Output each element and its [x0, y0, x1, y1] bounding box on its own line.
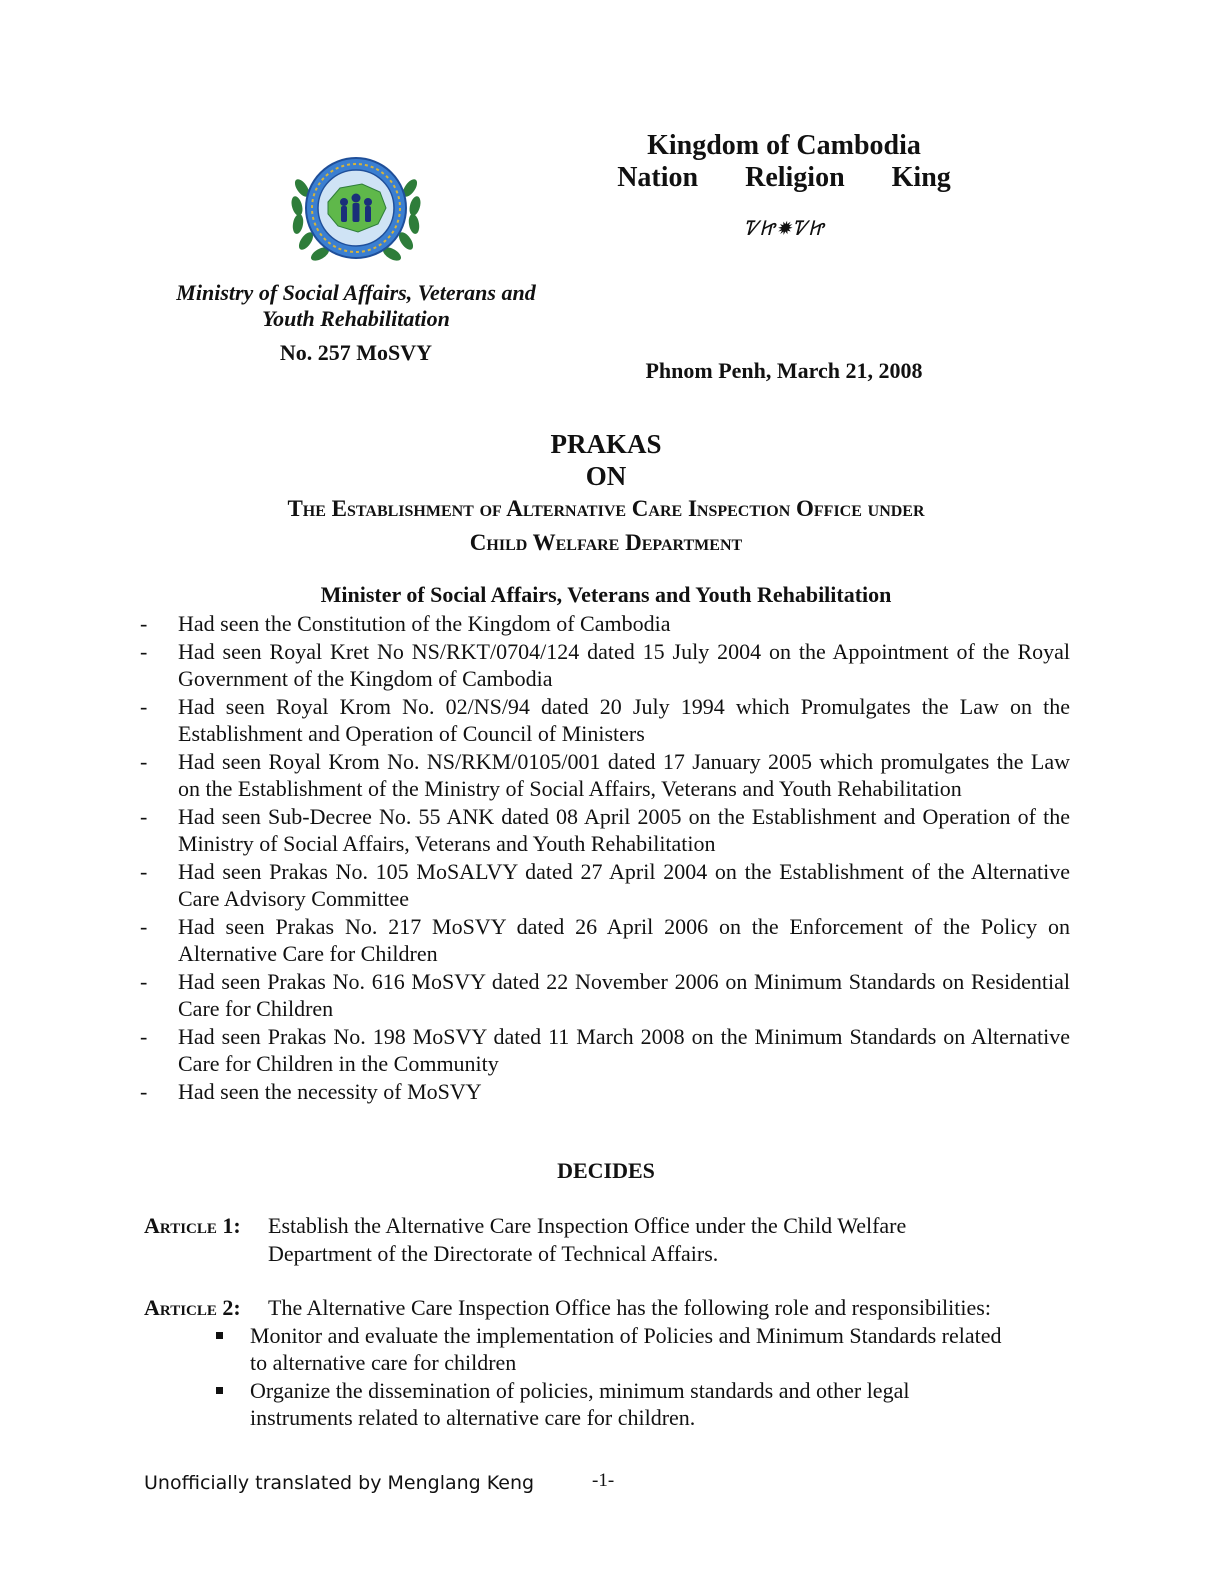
country-heading: Kingdom of Cambodia [647, 130, 921, 161]
article-1-label: Article 1: [144, 1213, 241, 1238]
list-item: - Had seen Royal Krom No. NS/RKM/0105/001 dated 17 January 2005 which promulgates the Law on the Establishment of the Ministry of Social Affairs, Veterans and Youth Rehabilitation [140, 748, 1070, 801]
dash-marker: - [140, 693, 148, 719]
article-2-bullets [216, 1322, 1084, 1432]
list-item: - Had seen the Constitution of the Kingdom of Cambodia [140, 611, 671, 636]
decorative-ornament: ᏤᏥ✹ᏤᏥ [743, 218, 825, 240]
list-item: - Had seen Sub-Decree No. 55 ANK dated 08 April 2005 on the Establishment and Operation of the Ministry of Social Affairs, Veterans and Youth Rehabilitation [140, 803, 1070, 856]
document-number: No. 257 MoSVY [279, 340, 433, 365]
list-item: Monitor and evaluate the implementation of Policies and Minimum Standards related to alternative care for children [216, 1322, 1084, 1377]
minister-heading: Minister of Social Affairs, Veterans and Youth Rehabilitation [320, 582, 892, 607]
article-1-line-1: Establish the Alternative Care Inspection Office under the Child Welfare [268, 1213, 907, 1238]
motto-king: King [891, 162, 951, 193]
square-bullet-icon [216, 1332, 223, 1339]
ministry-name-line-1: Ministry of Social Affairs, Veterans and [176, 280, 536, 305]
translator-note: Unofficially translated by Menglang Keng [144, 1472, 535, 1494]
ministry-name [140, 280, 572, 332]
title-subject-line-1: The Establishment of Alternative Care Inspection Office under [287, 496, 925, 521]
ministry-name-line-2: Youth Rehabilitation [262, 306, 450, 331]
list-item: Organize the dissemination of policies, minimum standards and other legal instruments related to alternative care for children. [216, 1377, 1084, 1432]
article-2 [144, 1294, 1084, 1432]
motto-religion: Religion [745, 162, 845, 193]
list-item: - Had seen Prakas No. 198 MoSVY dated 11 March 2008 on the Minimum Standards on Alternative Care for Children in the Community [140, 1023, 1070, 1076]
dash-marker: - [140, 803, 148, 829]
dash-marker: - [140, 611, 148, 636]
preamble-list [140, 610, 1070, 1105]
list-item: - Had seen Prakas No. 105 MoSALVY dated 27 April 2004 on the Establishment of the Alternative Care Advisory Committee [140, 858, 1070, 911]
list-item: - Had seen the necessity of MoSVY [140, 1078, 482, 1104]
list-item: - Had seen Royal Krom No. 02/NS/94 dated 20 July 1994 which Promulgates the Law on the Establishment and Operation of Council of Ministers [140, 693, 1070, 746]
article-1-line-2: Department of the Directorate of Technical Affairs. [268, 1240, 719, 1266]
title-subject-line-2: Child Welfare Department [469, 530, 743, 555]
article-2-intro: The Alternative Care Inspection Office has the following role and responsibilities: [268, 1295, 991, 1320]
square-bullet-icon [216, 1387, 223, 1394]
title-on: ON [585, 461, 627, 491]
national-motto [584, 162, 984, 194]
decides-heading: DECIDES [557, 1158, 655, 1183]
dash-marker: - [140, 858, 148, 884]
article-2-label: Article 2: [144, 1295, 241, 1320]
dash-marker: - [140, 1023, 148, 1049]
page-number: -1- [592, 1470, 615, 1491]
dash-marker: - [140, 968, 148, 994]
dash-marker: - [140, 913, 148, 939]
list-item: - Had seen Prakas No. 217 MoSVY dated 26 April 2006 on the Enforcement of the Policy on Alternative Care for Children [140, 913, 1070, 966]
list-item: - Had seen Royal Kret No NS/RKT/0704/124 dated 15 July 2004 on the Appointment of the Royal Government of the Kingdom of Cambodia [140, 638, 1070, 691]
ministry-emblem-logo [288, 150, 424, 270]
dash-marker: - [140, 748, 148, 774]
motto-nation: Nation [617, 162, 699, 193]
dash-marker: - [140, 1078, 148, 1104]
title-prakas: PRAKAS [550, 429, 662, 459]
document-title [100, 428, 1112, 560]
list-item: - Had seen Prakas No. 616 MoSVY dated 22 November 2006 on Minimum Standards on Residential Care for Children [140, 968, 1070, 1021]
document-date: Phnom Penh, March 21, 2008 [645, 358, 923, 383]
article-1 [144, 1212, 1084, 1267]
dash-marker: - [140, 638, 148, 664]
